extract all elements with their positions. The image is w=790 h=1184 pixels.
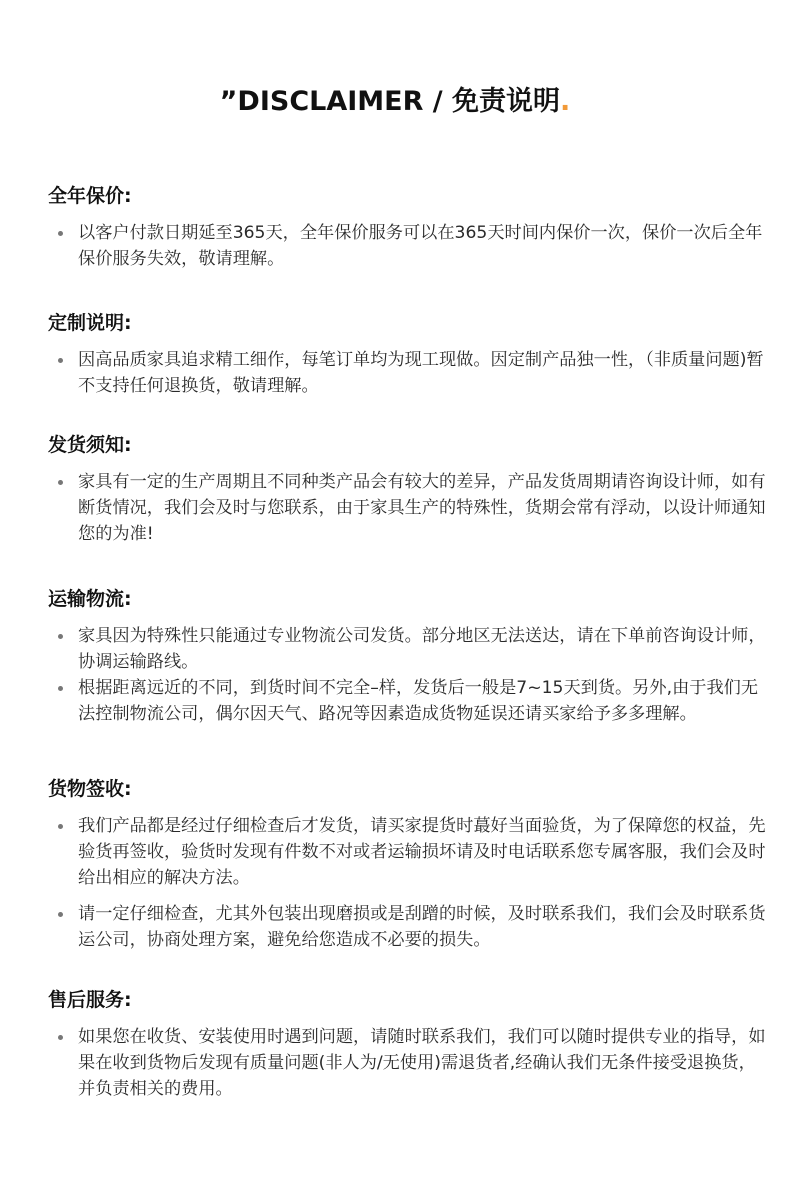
section-logistics <box>48 585 772 727</box>
section-heading: 货物签收: <box>48 778 132 800</box>
section-heading: 发货须知: <box>48 434 132 456</box>
list-item: 以客户付款日期延至365天，全年保价服务可以在365天时间内保价一次，保价一次后全年保价服务失效，敬请理解。 <box>48 220 772 272</box>
section-shipping-notice <box>48 431 772 547</box>
section-heading: 定制说明: <box>48 312 132 334</box>
list-item: 我们产品都是经过仔细检查后才发货，请买家提货时蕞好当面验货，为了保障您的权益，先验货再签收，验货时发现有件数不对或者运输损坏请及时电话联系您专属客服，我们会及时给出相应的解决方法。 <box>48 813 772 891</box>
section-price-protection <box>48 182 772 272</box>
list-item: 家具有一定的生产周期且不同种类产品会有较大的差异，产品发货周期请咨询设计师，如有断货情况，我们会及时与您联系，由于家具生产的特殊性，货期会常有浮动，以设计师通知您的为准! <box>48 469 772 547</box>
section-heading: 运输物流: <box>48 588 132 610</box>
list-item: 根据距离远近的不同，到货时间不完全–样，发货后一般是7~15天到货。另外,由于我们无法控制物流公司，偶尔因天气、路况等因素造成货物延误还请买家给予多多理解。 <box>48 675 772 727</box>
bullet-list <box>48 469 772 547</box>
list-item: 如果您在收货、安装使用时遇到问题，请随时联系我们，我们可以随时提供专业的指导，如果在收到货物后发现有质量问题(非人为/无使用)需退货者,经确认我们无条件接受退换货，并负责相关的费用。 <box>48 1024 772 1102</box>
title-accent-dot: . <box>560 86 571 117</box>
section-heading: 全年保价: <box>48 185 132 207</box>
list-item: 因高品质家具追求精工细作，每笔订单均为现工现做。因定制产品独一性，（非质量问题)暂不支持任何退换货，敬请理解。 <box>48 347 772 399</box>
section-heading: 售后服务: <box>48 989 132 1011</box>
section-customization <box>48 309 772 399</box>
section-delivery-receipt <box>48 775 772 953</box>
page-title <box>0 84 790 120</box>
page-title-text: ”DISCLAIMER / 免责说明 <box>219 86 561 117</box>
bullet-list <box>48 347 772 399</box>
bullet-list <box>48 220 772 272</box>
bullet-list <box>48 813 772 953</box>
section-after-sales <box>48 986 772 1102</box>
bullet-list <box>48 1024 772 1102</box>
list-item: 请一定仔细检查，尤其外包装出现磨损或是刮蹭的时候，及时联系我们，我们会及时联系货运公司，协商处理方案，避免给您造成不必要的损失。 <box>48 901 772 953</box>
list-item: 家具因为特殊性只能通过专业物流公司发货。部分地区无法送达，请在下单前咨询设计师，协调运输路线。 <box>48 623 772 675</box>
bullet-list <box>48 623 772 727</box>
